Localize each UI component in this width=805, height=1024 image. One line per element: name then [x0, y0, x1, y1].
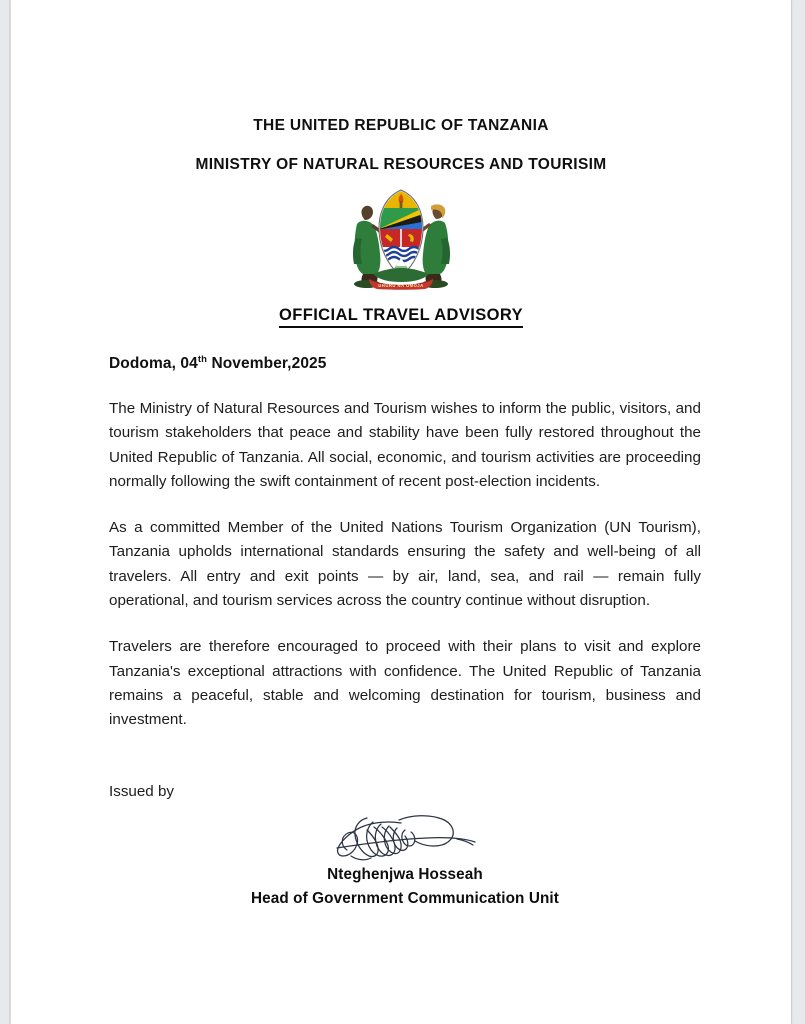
- emblem-base: [373, 258, 429, 282]
- dateline: [109, 355, 701, 373]
- document-header: [11, 0, 791, 172]
- issued-by-label: Issued by: [109, 782, 175, 800]
- signer-name: Nteghenjwa Hosseah: [327, 865, 483, 883]
- body-paragraph-3: Travelers are therefore encouraged to proceed with their plans to visit and explore Tanzania's exceptional attractions with confidence. The United Republic of Tanzania remains a peaceful, stable and welcoming destination for tourism, business and investment.: [109, 638, 701, 729]
- advisory-title-container: [11, 306, 791, 328]
- coat-of-arms-icon: [343, 186, 459, 290]
- body-paragraph-1: The Ministry of Natural Resources and Tourism wishes to inform the public, visitors, and tourism stakeholders that peace and stability have been fully restored throughout the United Republic of Tanzania. All social, economic, and tourism activities are proceeding normally following the swift containment of recent post-election incidents.: [109, 400, 701, 490]
- emblem-container: [11, 186, 791, 290]
- signer-title: Head of Government Communication Unit: [251, 889, 559, 907]
- svg-text:UHURU NA UMOJA: UHURU NA UMOJA: [378, 283, 424, 288]
- body-paragraph-2: As a committed Member of the United Nations Tourism Organization (UN Tourism), Tanzania upholds international standards ensuring the safety and well-being of all travelers. All entry and exit points — by air, land, sea, and rail — remain fully operational, and tourism services across the country continue without disruption.: [109, 519, 701, 610]
- dateline-month-year: November,2025: [207, 355, 327, 372]
- page-title: OFFICIAL TRAVEL ADVISORY: [279, 306, 523, 328]
- header-ministry-line: MINISTRY OF NATURAL RESOURCES AND TOURISIM: [195, 155, 607, 173]
- signature-block: [109, 806, 701, 908]
- signature-icon: [307, 806, 503, 866]
- document-page: [11, 0, 791, 1024]
- document-body: [11, 355, 791, 908]
- header-country-line: THE UNITED REPUBLIC OF TANZANIA: [253, 117, 549, 134]
- dateline-ordinal: th: [197, 353, 208, 365]
- dateline-city-day: Dodoma, 04: [109, 355, 198, 372]
